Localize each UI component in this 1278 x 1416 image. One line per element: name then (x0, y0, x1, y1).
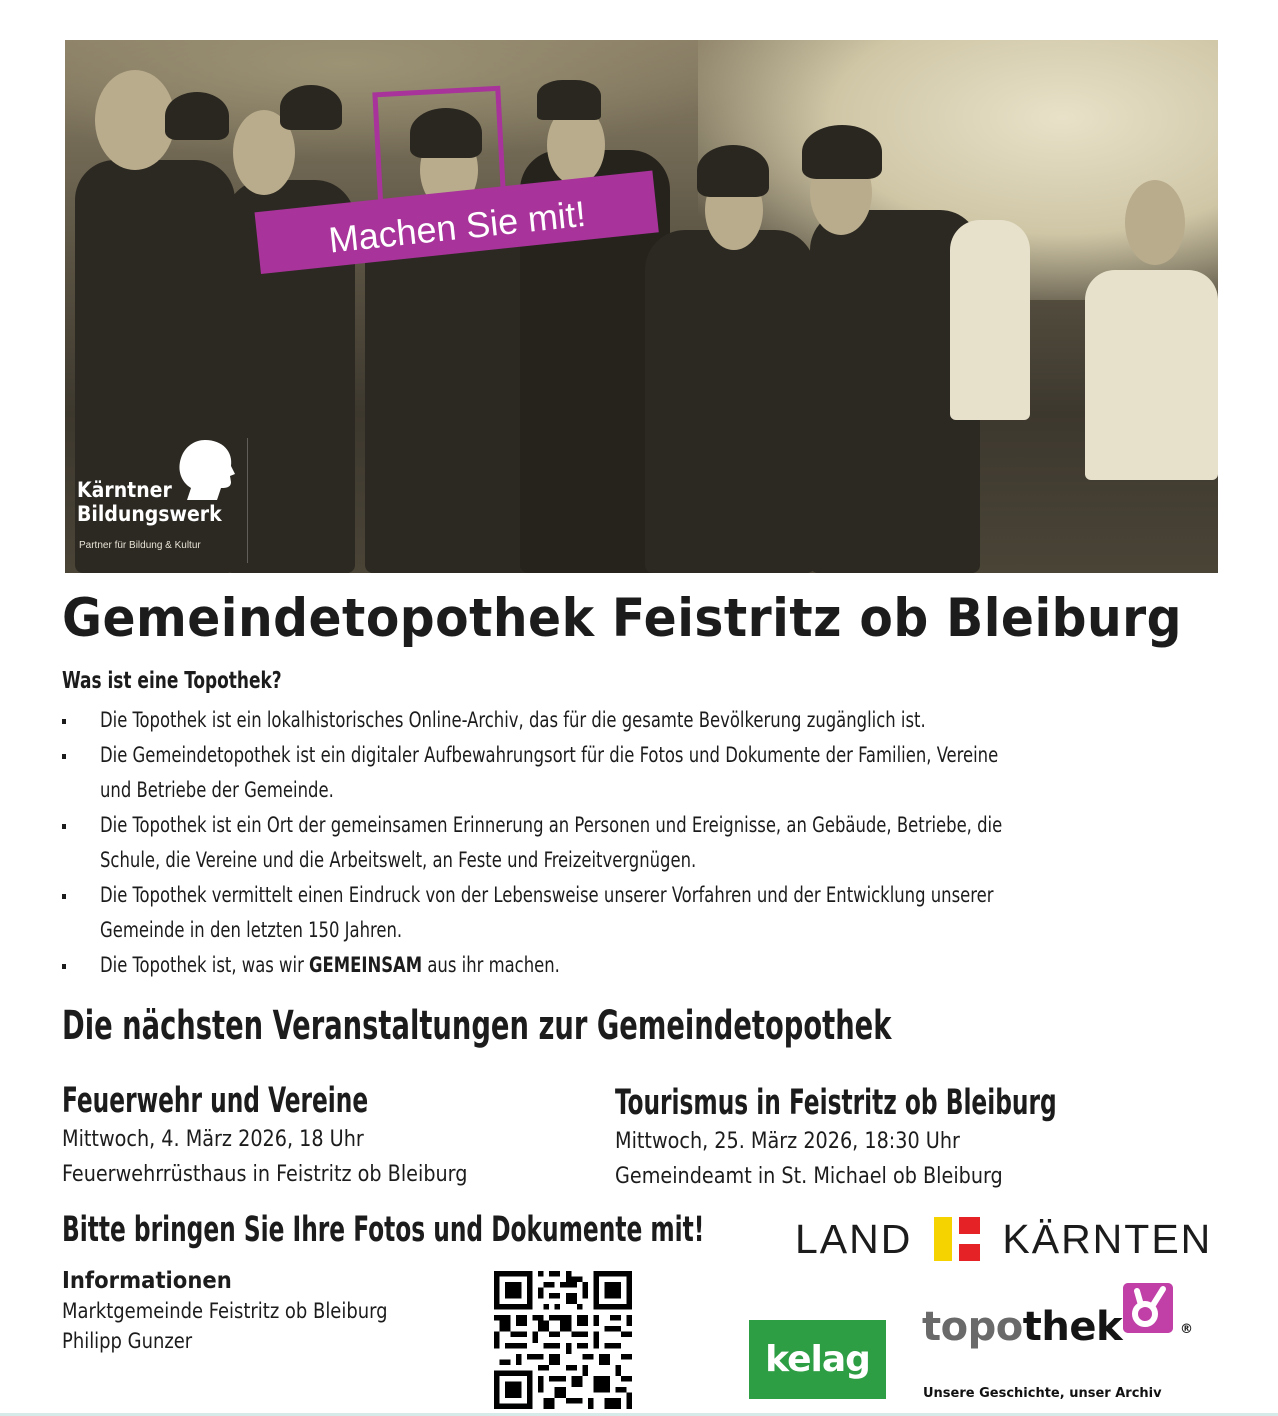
event-location: Feuerwehrrüsthaus in Feistritz ob Bleiburg (62, 1162, 468, 1187)
intro-bullet-list (62, 703, 1212, 983)
list-item: Die Topothek ist ein lokalhistorisches Online-Archiv, das für die gesamte Bevölkerung zugänglich ist. (62, 703, 1212, 738)
events-heading: Die nächsten Veranstaltungen zur Gemeindetopothek (62, 1003, 892, 1049)
kbw-divider (247, 438, 248, 563)
qr-code[interactable] (494, 1271, 632, 1409)
info-heading: Informationen (62, 1268, 232, 1294)
banner-machen-sie-mit: Machen Sie mit! (255, 171, 659, 274)
hero-photo (65, 40, 1218, 573)
event-date: Mittwoch, 4. März 2026, 18 Uhr (62, 1127, 364, 1152)
photo-cap (537, 80, 601, 120)
call-to-action: Bitte bringen Sie Ihre Fotos und Dokumente mit! (62, 1210, 705, 1250)
land-kaernten-logo: LAND KÄRNTEN (795, 1216, 1213, 1262)
event-feuerwehr (62, 1080, 480, 1192)
photo-bystander (1085, 270, 1218, 480)
registered-mark: ® (1180, 1322, 1193, 1337)
info-line: Marktgemeinde Feistritz ob Bleiburg (62, 1299, 388, 1323)
event-date: Mittwoch, 25. März 2026, 18:30 Uhr (615, 1129, 960, 1154)
photo-head (1125, 180, 1185, 265)
event-location: Gemeindeamt in St. Michael ob Bleiburg (615, 1164, 1003, 1189)
photo-helmet (280, 85, 342, 130)
photo-helmet (165, 92, 229, 140)
topothek-pin-icon (1123, 1283, 1173, 1333)
list-item: Die Topothek ist, was wir GEMEINSAM aus ihr machen. (62, 948, 1212, 983)
event-tourismus (615, 1082, 1212, 1194)
list-item: Die Gemeindetopothek ist ein digitaler Aufbewahrungsort für die Fotos und Dokumente der Familien, Vereine und Betriebe der Gemeinde. (62, 738, 1212, 808)
kbw-name: Kärntner Bildungswerk (77, 478, 222, 526)
topothek-logo: topothek (922, 1304, 1123, 1350)
info-block (62, 1266, 405, 1356)
topothek-tagline: Unsere Geschichte, unser Archiv (923, 1386, 1162, 1401)
kelag-logo: kelag (749, 1320, 886, 1399)
photo-helmet (802, 125, 882, 179)
photo-figure (645, 230, 815, 573)
page-title: Gemeindetopothek Feistritz ob Bleiburg (62, 588, 1183, 649)
kaernten-flag-icon (934, 1217, 980, 1261)
event-title: Tourismus in Feistritz ob Bleiburg (615, 1083, 1057, 1123)
intro-heading: Was ist eine Topothek? (62, 668, 282, 694)
photo-head (95, 70, 175, 170)
photo-bystander (950, 220, 1030, 420)
event-title: Feuerwehr und Vereine (62, 1081, 369, 1121)
list-item: Die Topothek vermittelt einen Eindruck von der Lebensweise unserer Vorfahren und der Entwicklung unserer Gemeinde in den letzten 150 Jahren. (62, 878, 1212, 948)
photo-helmet (697, 145, 769, 197)
kbw-tagline: Partner für Bildung & Kultur (79, 540, 201, 551)
info-line: Philipp Gunzer (62, 1329, 193, 1353)
list-item: Die Topothek ist ein Ort der gemeinsamen Erinnerung an Personen und Ereignisse, an Gebäude, Betriebe, die Schule, die Vereine und die Arbeitswelt, an Feste und Freizeitvergnügen. (62, 808, 1212, 878)
